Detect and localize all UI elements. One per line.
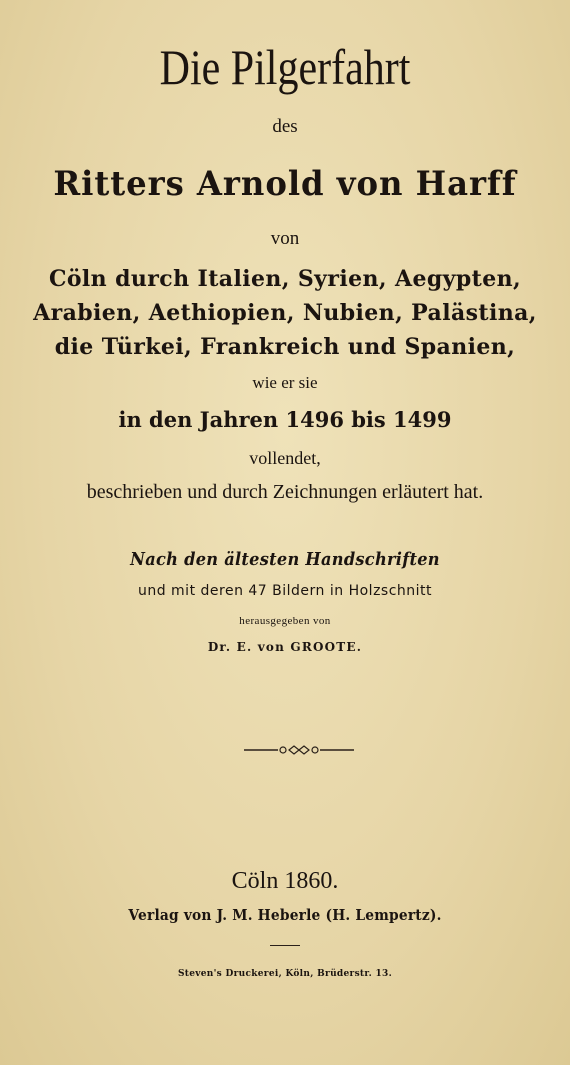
ornament-divider <box>244 744 354 756</box>
von-line: von <box>270 228 300 249</box>
route-line-1: Cöln durch Italien, Syrien, Aegypten, <box>48 266 522 292</box>
short-rule <box>270 945 300 946</box>
described-line: beschrieben und durch Zeichnungen erläutert hat. <box>86 481 484 503</box>
editor-line: Dr. E. von GROOTE. <box>207 640 363 654</box>
years-line: in den Jahren 1496 bis 1499 <box>118 407 452 432</box>
book-title: Die Pilgerfahrt <box>159 39 411 95</box>
woodcuts-line: und mit deren 47 Bildern in Holzschnitt <box>137 583 433 599</box>
des-line: des <box>272 116 298 137</box>
route-line-2: Arabien, Aethiopien, Nubien, Palästina, <box>33 300 537 326</box>
knight-name: Ritters Arnold von Harff <box>53 164 517 204</box>
publisher-line: Verlag von J. M. Heberle (H. Lempertz). <box>128 906 442 924</box>
route-line-3: die Türkei, Frankreich und Spanien, <box>54 334 516 360</box>
vollendet-line: vollendet, <box>249 448 321 468</box>
sources-line: Nach den ältesten Handschriften <box>130 549 440 570</box>
wie-er-sie-line: wie er sie <box>252 373 318 392</box>
edited-by-line: herausgegeben von <box>239 615 331 627</box>
city-year-line: Cöln 1860. <box>231 868 339 894</box>
printer-line: Steven's Druckerei, Köln, Brüderstr. 13. <box>177 969 393 979</box>
